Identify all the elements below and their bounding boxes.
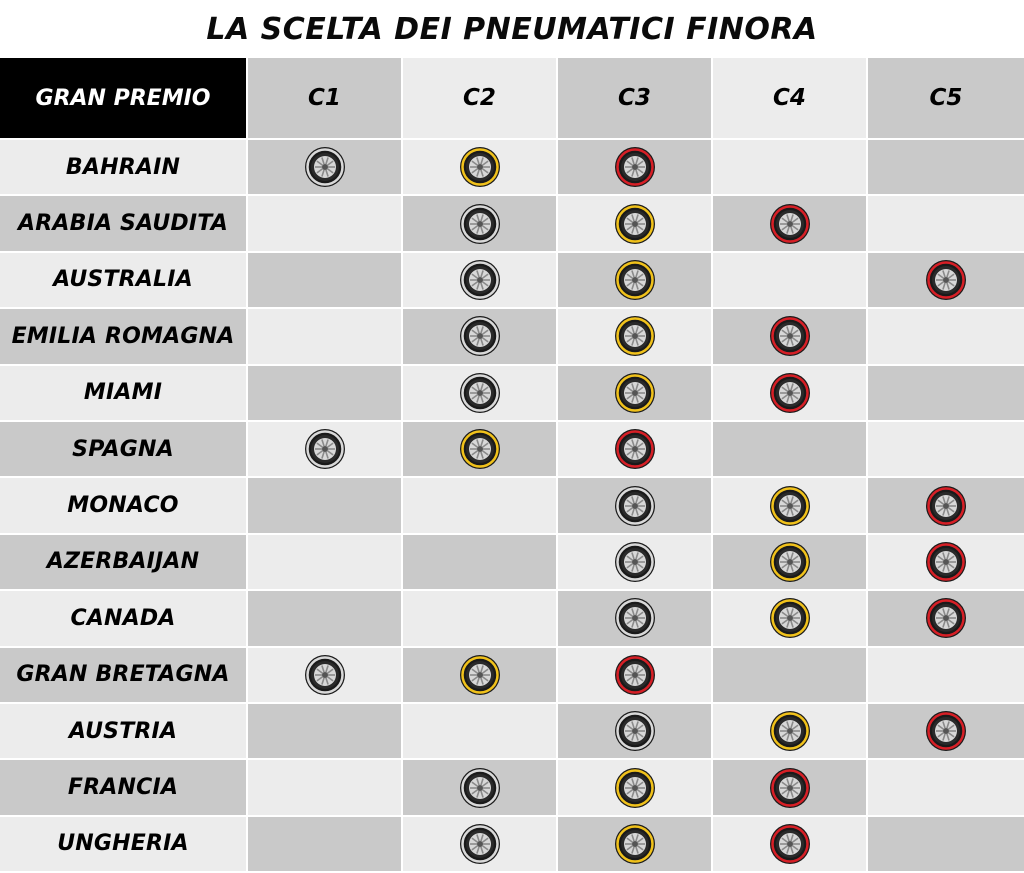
tyre-cell-c1 xyxy=(248,196,403,252)
soft-tyre-icon xyxy=(614,428,656,470)
table-row xyxy=(0,478,1024,534)
soft-tyre-icon xyxy=(769,315,811,357)
hard-tyre-icon xyxy=(459,259,501,301)
hard-tyre-icon xyxy=(459,203,501,245)
grand-prix-name: GRAN BRETAGNA xyxy=(0,648,248,704)
tyre-cell-c5 xyxy=(868,648,1024,704)
medium-tyre-icon xyxy=(459,146,501,188)
grand-prix-name: MIAMI xyxy=(0,366,248,422)
hard-tyre-icon xyxy=(614,541,656,583)
tyre-cell-c1 xyxy=(248,648,403,704)
hard-tyre-icon xyxy=(614,597,656,639)
hard-tyre-icon xyxy=(304,654,346,696)
tyre-cell-c3 xyxy=(558,817,713,873)
tyre-cell-c4 xyxy=(713,196,868,252)
soft-tyre-icon xyxy=(925,710,967,752)
header-c5: C5 xyxy=(868,58,1024,140)
tyre-cell-c2 xyxy=(403,591,558,647)
table-row xyxy=(0,535,1024,591)
tyre-cell-c5 xyxy=(868,196,1024,252)
tyre-cell-c5 xyxy=(868,817,1024,873)
tyre-cell-c5 xyxy=(868,140,1024,196)
tyre-cell-c2 xyxy=(403,817,558,873)
tyre-cell-c4 xyxy=(713,366,868,422)
medium-tyre-icon xyxy=(614,259,656,301)
tyre-cell-c2 xyxy=(403,196,558,252)
hard-tyre-icon xyxy=(304,146,346,188)
table-row xyxy=(0,253,1024,309)
tyre-cell-c1 xyxy=(248,704,403,760)
tyre-cell-c5 xyxy=(868,535,1024,591)
tyre-cell-c2 xyxy=(403,422,558,478)
tyre-cell-c4 xyxy=(713,591,868,647)
tyre-cell-c3 xyxy=(558,591,713,647)
tyre-cell-c3 xyxy=(558,422,713,478)
medium-tyre-icon xyxy=(614,203,656,245)
medium-tyre-icon xyxy=(614,767,656,809)
tyre-choice-table xyxy=(0,58,1024,873)
tyre-cell-c4 xyxy=(713,478,868,534)
table-row xyxy=(0,817,1024,873)
soft-tyre-icon xyxy=(614,654,656,696)
hard-tyre-icon xyxy=(459,372,501,414)
soft-tyre-icon xyxy=(925,597,967,639)
tyre-cell-c5 xyxy=(868,478,1024,534)
soft-tyre-icon xyxy=(769,203,811,245)
grand-prix-name: BAHRAIN xyxy=(0,140,248,196)
tyre-cell-c2 xyxy=(403,704,558,760)
table-row xyxy=(0,648,1024,704)
tyre-cell-c4 xyxy=(713,309,868,365)
tyre-cell-c3 xyxy=(558,760,713,816)
medium-tyre-icon xyxy=(769,541,811,583)
grand-prix-name: AZERBAIJAN xyxy=(0,535,248,591)
table-row xyxy=(0,760,1024,816)
table-row xyxy=(0,196,1024,252)
tyre-cell-c5 xyxy=(868,366,1024,422)
tyre-cell-c1 xyxy=(248,422,403,478)
tyre-cell-c1 xyxy=(248,817,403,873)
tyre-cell-c4 xyxy=(713,253,868,309)
header-c1: C1 xyxy=(248,58,403,140)
soft-tyre-icon xyxy=(925,485,967,527)
medium-tyre-icon xyxy=(459,428,501,470)
tyre-cell-c2 xyxy=(403,366,558,422)
tyre-cell-c1 xyxy=(248,366,403,422)
tyre-cell-c3 xyxy=(558,704,713,760)
grand-prix-name: SPAGNA xyxy=(0,422,248,478)
hard-tyre-icon xyxy=(459,767,501,809)
soft-tyre-icon xyxy=(925,259,967,301)
header-c2: C2 xyxy=(403,58,558,140)
tyre-cell-c3 xyxy=(558,366,713,422)
tyre-cell-c2 xyxy=(403,253,558,309)
hard-tyre-icon xyxy=(459,315,501,357)
tyre-cell-c4 xyxy=(713,140,868,196)
tyre-cell-c1 xyxy=(248,760,403,816)
tyre-cell-c2 xyxy=(403,309,558,365)
medium-tyre-icon xyxy=(614,823,656,865)
grand-prix-name: AUSTRALIA xyxy=(0,253,248,309)
hard-tyre-icon xyxy=(614,485,656,527)
hard-tyre-icon xyxy=(304,428,346,470)
medium-tyre-icon xyxy=(614,315,656,357)
medium-tyre-icon xyxy=(769,710,811,752)
header-row xyxy=(0,58,1024,140)
grand-prix-name: CANADA xyxy=(0,591,248,647)
tyre-cell-c3 xyxy=(558,140,713,196)
medium-tyre-icon xyxy=(614,372,656,414)
tyre-cell-c1 xyxy=(248,253,403,309)
medium-tyre-icon xyxy=(459,654,501,696)
tyre-cell-c1 xyxy=(248,478,403,534)
medium-tyre-icon xyxy=(769,485,811,527)
tyre-cell-c2 xyxy=(403,760,558,816)
tyre-cell-c4 xyxy=(713,422,868,478)
table-row xyxy=(0,704,1024,760)
tyre-cell-c2 xyxy=(403,478,558,534)
soft-tyre-icon xyxy=(769,823,811,865)
tyre-cell-c1 xyxy=(248,140,403,196)
page-title: LA SCELTA DEI PNEUMATICI FINORA xyxy=(206,11,818,47)
grand-prix-name: UNGHERIA xyxy=(0,817,248,873)
tyre-cell-c3 xyxy=(558,535,713,591)
soft-tyre-icon xyxy=(614,146,656,188)
header-gran-premio: GRAN PREMIO xyxy=(0,58,248,140)
tyre-cell-c2 xyxy=(403,648,558,704)
tyre-cell-c5 xyxy=(868,253,1024,309)
table-row xyxy=(0,140,1024,196)
tyre-cell-c3 xyxy=(558,253,713,309)
soft-tyre-icon xyxy=(925,541,967,583)
grand-prix-name: ARABIA SAUDITA xyxy=(0,196,248,252)
table-row xyxy=(0,422,1024,478)
tyre-cell-c3 xyxy=(558,478,713,534)
tyre-cell-c5 xyxy=(868,591,1024,647)
grand-prix-name: AUSTRIA xyxy=(0,704,248,760)
tyre-cell-c2 xyxy=(403,140,558,196)
tyre-cell-c4 xyxy=(713,817,868,873)
grand-prix-name: MONACO xyxy=(0,478,248,534)
tyre-cell-c4 xyxy=(713,760,868,816)
tyre-cell-c4 xyxy=(713,648,868,704)
grand-prix-name: FRANCIA xyxy=(0,760,248,816)
tyre-cell-c1 xyxy=(248,535,403,591)
table-row xyxy=(0,591,1024,647)
tyre-cell-c5 xyxy=(868,422,1024,478)
hard-tyre-icon xyxy=(614,710,656,752)
medium-tyre-icon xyxy=(769,597,811,639)
soft-tyre-icon xyxy=(769,767,811,809)
header-c3: C3 xyxy=(558,58,713,140)
table-row xyxy=(0,309,1024,365)
tyre-cell-c5 xyxy=(868,309,1024,365)
tyre-cell-c3 xyxy=(558,196,713,252)
tyre-cell-c4 xyxy=(713,704,868,760)
tyre-cell-c3 xyxy=(558,648,713,704)
tyre-cell-c2 xyxy=(403,535,558,591)
grand-prix-name: EMILIA ROMAGNA xyxy=(0,309,248,365)
tyre-cell-c5 xyxy=(868,704,1024,760)
soft-tyre-icon xyxy=(769,372,811,414)
tyre-cell-c1 xyxy=(248,591,403,647)
header-c4: C4 xyxy=(713,58,868,140)
hard-tyre-icon xyxy=(459,823,501,865)
tyre-cell-c3 xyxy=(558,309,713,365)
tyre-cell-c1 xyxy=(248,309,403,365)
tyre-cell-c4 xyxy=(713,535,868,591)
tyre-cell-c5 xyxy=(868,760,1024,816)
table-row xyxy=(0,366,1024,422)
